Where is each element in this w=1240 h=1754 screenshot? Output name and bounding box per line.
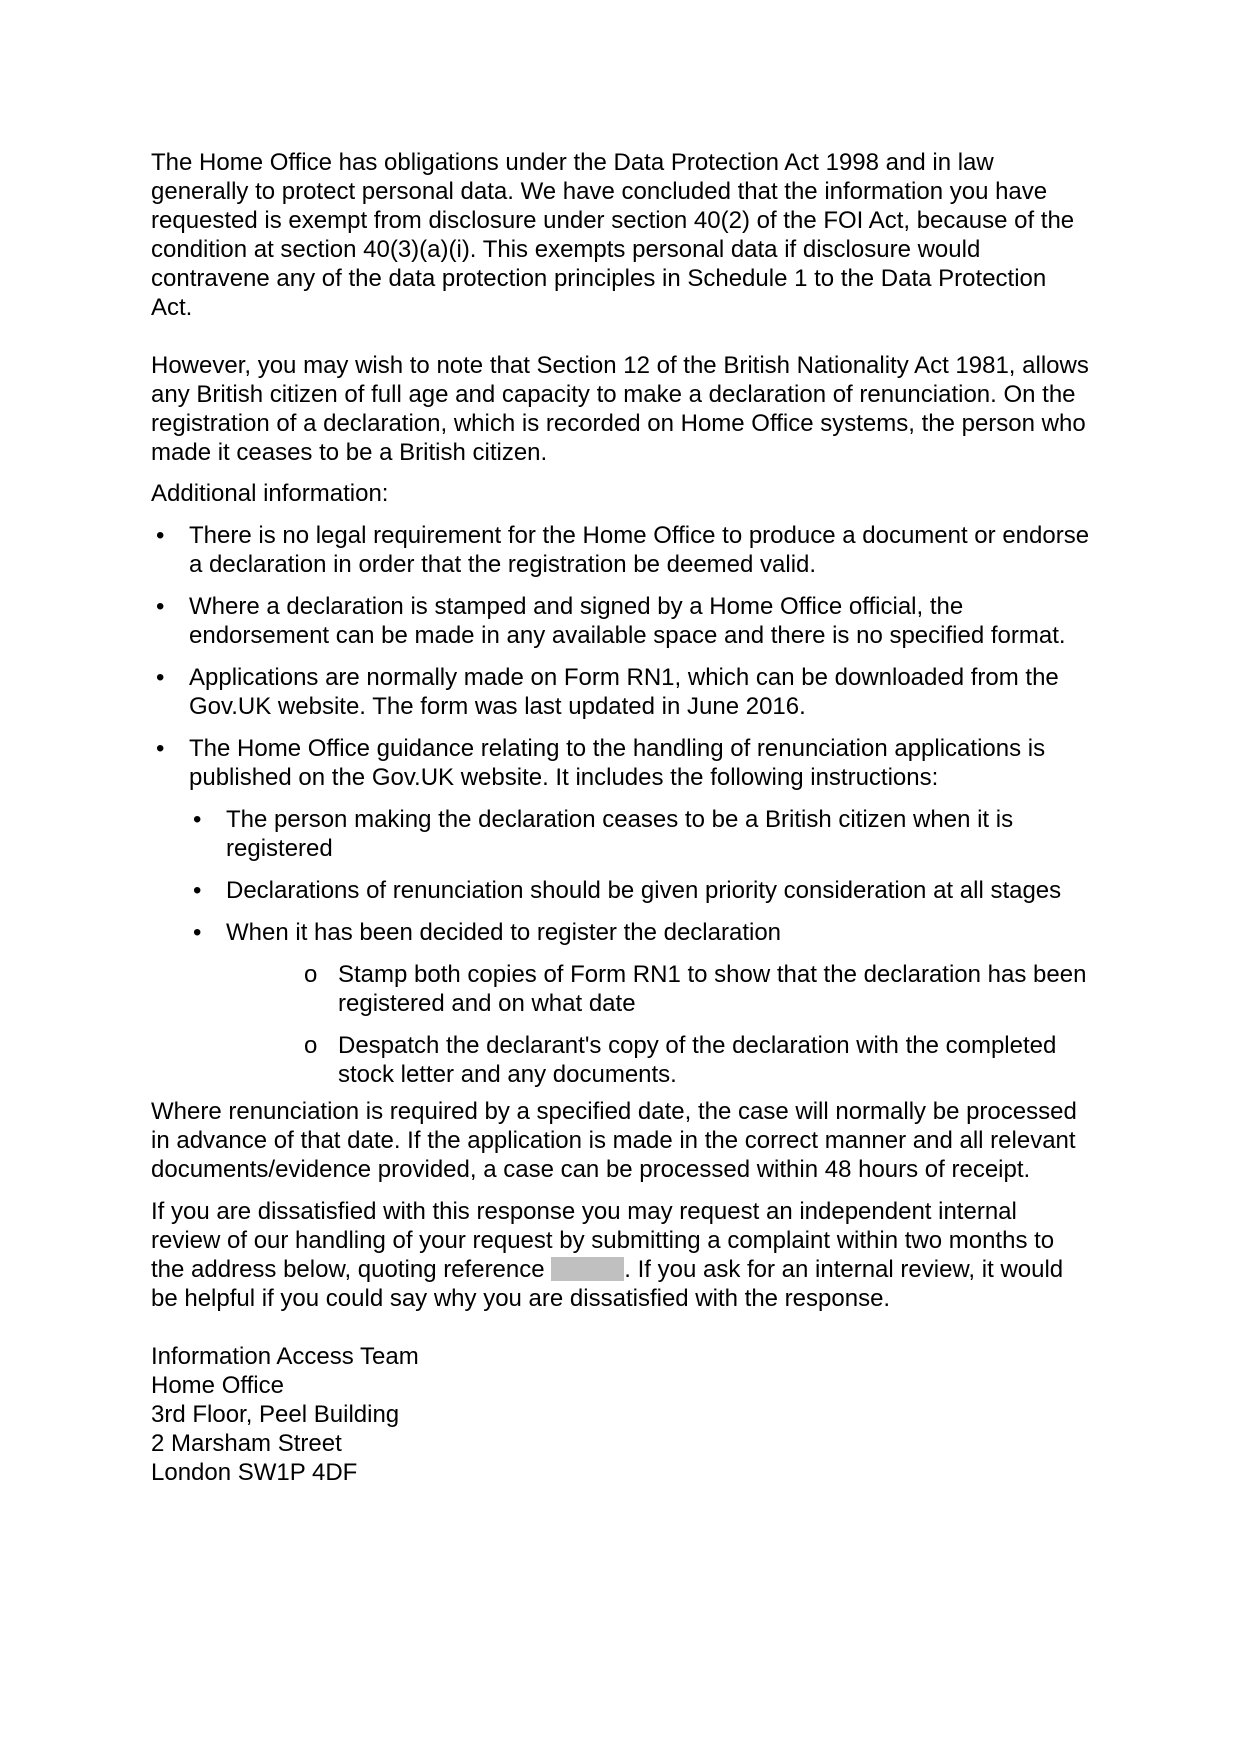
list-item (151, 663, 1091, 721)
paragraph-renunciation-date: Where renunciation is required by a specified date, the case will normally be processed in advance of that date. If the application is made in the correct manner and all relevant documents/evidence provided, a case can be processed within 48 hours of receipt. (151, 1098, 1077, 1183)
list-item (301, 960, 1091, 1018)
address-line: Information Access Team (151, 1343, 419, 1370)
circle-bullet-icon: o (304, 1032, 318, 1059)
list-item-text: Declarations of renunciation should be given priority consideration at all stages (226, 877, 1062, 904)
list-item (151, 521, 1091, 579)
review-text-after: . If you ask for an internal review, it would be helpful if you could say why you are dissatisfied with the response. (151, 1256, 1064, 1312)
bullet-icon: • (193, 877, 202, 904)
additional-information-heading: Additional information: (151, 480, 389, 507)
paragraph-internal-review (151, 1197, 1091, 1313)
letter-body (151, 148, 1091, 1487)
list-item (301, 1031, 1091, 1089)
list-item-text: The person making the declaration ceases to be a British citizen when it is registered (226, 806, 1014, 862)
list-item-text: There is no legal requirement for the Home Office to produce a document or endorse a declaration in order that the registration be deemed valid. (189, 522, 1090, 578)
postal-address (151, 1342, 1091, 1487)
list-item-text: Where a declaration is stamped and signed by a Home Office official, the endorsement can be made in any available space and there is no specified format. (189, 593, 1066, 649)
list-item-text: Applications are normally made on Form RN1, which can be downloaded from the Gov.UK website. The form was last updated in June 2016. (189, 664, 1059, 720)
bullet-list (151, 521, 1091, 792)
paragraph-nationality-act: However, you may wish to note that Section 12 of the British Nationality Act 1981, allows any British citizen of full age and capacity to make a declaration of renunciation. On the registration of a declaration, which is recorded on Home Office systems, the person who made it ceases to be a British citizen. (151, 352, 1089, 466)
bullet-icon: • (156, 735, 165, 762)
list-item-text: When it has been decided to register the declaration (226, 919, 782, 946)
bullet-icon: • (156, 522, 165, 549)
list-item-text: Stamp both copies of Form RN1 to show that the declaration has been registered and on what date (338, 961, 1087, 1017)
review-text-before: If you are dissatisfied with this response you may request an independent internal review of our handling of your request by submitting a complaint within two months to the address below, quoting reference (151, 1198, 1055, 1283)
redacted-reference (551, 1257, 624, 1281)
bullet-icon: • (156, 593, 165, 620)
list-item (188, 805, 1091, 863)
bullet-icon: • (193, 919, 202, 946)
list-item-text: Despatch the declarant's copy of the declaration with the completed stock letter and any documents. (338, 1032, 1057, 1088)
list-item (151, 734, 1091, 792)
registration-steps-list (301, 960, 1091, 1089)
address-line: 3rd Floor, Peel Building (151, 1401, 400, 1428)
paragraph-data-protection: The Home Office has obligations under the Data Protection Act 1998 and in law generally to protect personal data. We have concluded that the information you have requested is exempt from disclosure under section 40(2) of the FOI Act, because of the condition at section 40(3)(a)(i). This exempts personal data if disclosure would contravene any of the data protection principles in Schedule 1 to the Data Protection Act. (151, 149, 1075, 321)
instruction-list (188, 805, 1091, 947)
address-line: Home Office (151, 1372, 284, 1399)
list-item (188, 918, 1091, 947)
list-item (188, 876, 1091, 905)
address-line: 2 Marsham Street (151, 1430, 342, 1457)
bullet-icon: • (193, 806, 202, 833)
list-item (151, 592, 1091, 650)
circle-bullet-icon: o (304, 961, 318, 988)
bullet-icon: • (156, 664, 165, 691)
list-item-text: The Home Office guidance relating to the handling of renunciation applications is published on the Gov.UK website. It includes the following instructions: (189, 735, 1046, 791)
address-line: London SW1P 4DF (151, 1459, 358, 1486)
